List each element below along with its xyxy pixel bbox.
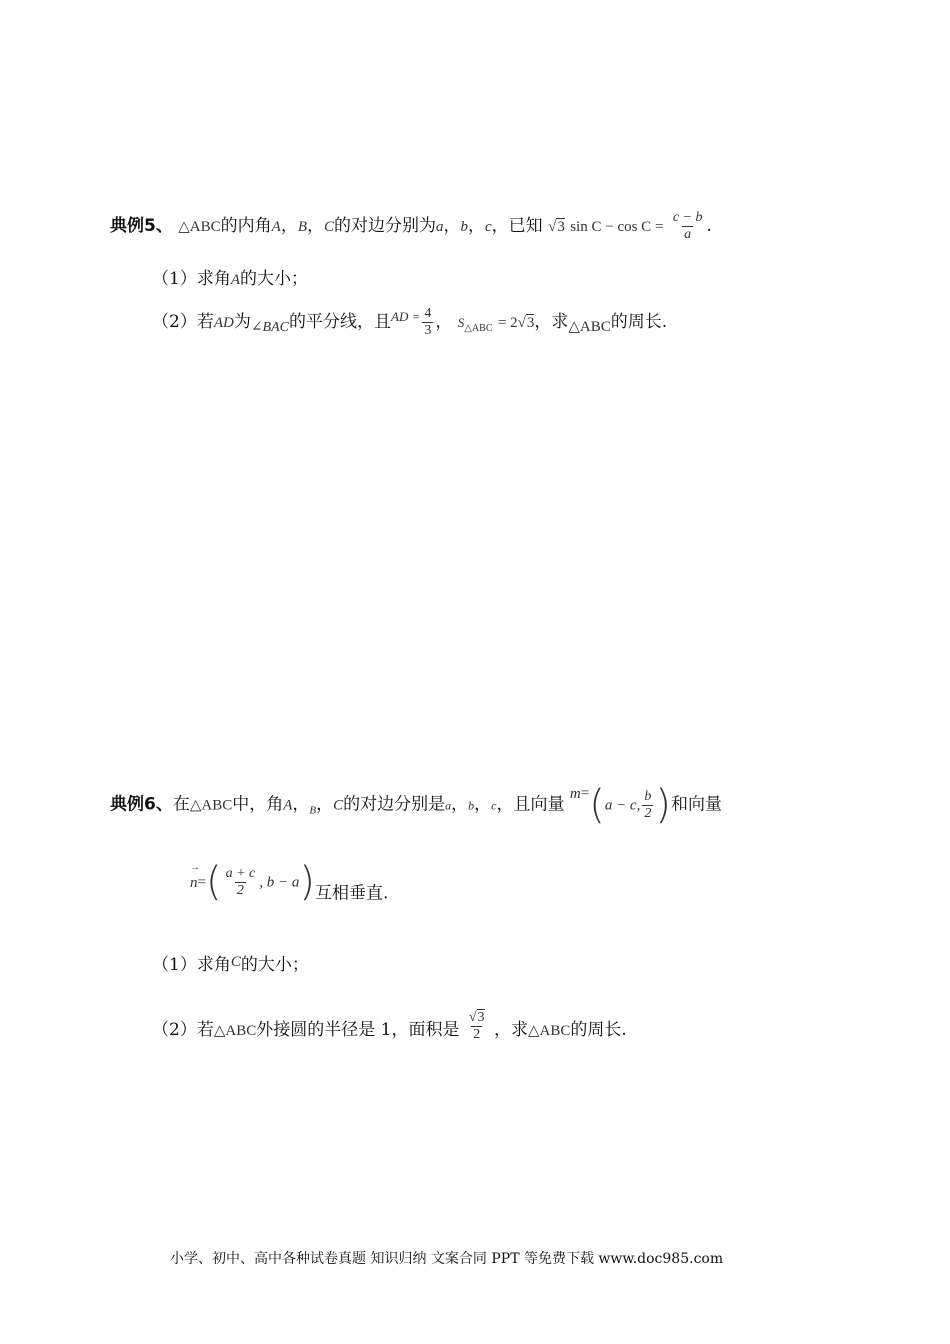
comma: ， — [451, 794, 469, 815]
vector-m-first: a − c, — [604, 797, 641, 814]
text: 的大小； — [240, 955, 309, 975]
vector-n — [190, 861, 200, 892]
numerator: c − b — [672, 210, 703, 225]
var-a-upper: A — [283, 797, 293, 814]
denominator: 2 — [236, 882, 244, 898]
right-paren: ) — [299, 859, 315, 905]
vector-n-second: , b − a — [259, 874, 300, 891]
triangle-abc: △ABC — [527, 1023, 571, 1039]
fraction-sqrt3-over-2 — [467, 1010, 487, 1043]
text: 的内角 — [220, 216, 272, 236]
var-c-upper: C — [333, 797, 344, 814]
text: 互相垂直. — [314, 883, 389, 904]
var-a: a — [436, 219, 444, 235]
equation-lhs: sin C − cos C = — [570, 219, 664, 235]
comma: ， — [468, 216, 485, 236]
fraction-c-minus-b-over-a — [671, 210, 705, 243]
left-paren: ( — [205, 859, 222, 905]
example6-question2 — [152, 1010, 627, 1043]
fraction-a-plus-c-over-2 — [224, 866, 258, 899]
sqrt3: √3 — [517, 315, 535, 331]
text: 的对边分别为 — [334, 216, 436, 236]
example5-title: 典例5、 — [110, 216, 173, 236]
triangle-abc: △ABC — [213, 1023, 257, 1039]
text: （2）若 — [152, 1020, 214, 1040]
vector-m-symbol: m — [569, 785, 581, 802]
segment-ad: AD — [213, 315, 234, 331]
var-b-upper: B — [309, 804, 317, 817]
denominator: 3 — [424, 323, 432, 338]
fraction-4-over-3 — [422, 306, 433, 339]
var-a-upper: A — [230, 272, 240, 288]
left-paren: ( — [589, 782, 605, 828]
comma: ， — [474, 794, 492, 815]
text: （1）求角 — [152, 955, 231, 975]
var-a: a — [445, 798, 452, 813]
comma: ， — [316, 794, 334, 815]
var-b: b — [460, 219, 468, 235]
radicand: 3 — [526, 315, 535, 331]
radicand: 3 — [477, 1010, 485, 1025]
var-c-upper: C — [323, 219, 334, 235]
equals: = — [580, 785, 590, 802]
fraction-b-over-2 — [642, 789, 653, 822]
triangle-abc: △ABC — [568, 319, 611, 335]
numerator: a + c — [225, 865, 256, 881]
area-symbol: S — [457, 315, 465, 330]
comma: ， — [435, 312, 453, 332]
vector-n-symbol: n — [190, 874, 198, 891]
numerator: b — [644, 788, 652, 804]
text: 的周长. — [610, 312, 668, 332]
sqrt3: √3 — [468, 1010, 485, 1025]
example6-vector-n — [190, 859, 389, 905]
example6-statement — [110, 782, 722, 828]
var-c-upper: C — [230, 954, 241, 970]
text: 的大小； — [240, 269, 308, 289]
text: 和向量 — [670, 794, 722, 815]
var-b: b — [468, 798, 475, 813]
right-paren: ) — [655, 782, 671, 828]
equals: = — [197, 874, 206, 891]
text: 的对边分别是 — [343, 794, 446, 815]
text: （2）若 — [152, 312, 214, 332]
var-b-upper: B — [297, 219, 307, 235]
text: ，且向量 — [496, 794, 565, 815]
angle-bac: ∠BAC — [250, 320, 289, 335]
example5-question2 — [152, 306, 667, 339]
var-c: c — [491, 798, 497, 813]
vector-m — [570, 786, 581, 803]
comma: ， — [280, 216, 298, 236]
text: 的平分线，且 — [289, 312, 391, 332]
text: 为 — [233, 312, 251, 332]
text: ，求 — [493, 1020, 528, 1040]
example5-question1 — [152, 264, 308, 289]
page-footer: 小学、初中、高中各种试卷真题 知识归纳 文案合同 PPT 等免费下载 www.doc985.com — [170, 1251, 724, 1267]
comma: ， — [443, 216, 461, 236]
numerator: 4 — [424, 306, 432, 321]
text: ，已知 — [491, 216, 543, 236]
example6-question1 — [152, 950, 309, 975]
example5-statement — [110, 210, 712, 243]
example6-title: 典例6、 — [110, 794, 173, 815]
denominator: 2 — [644, 805, 652, 821]
denominator: 2 — [473, 1027, 481, 1042]
denominator: a — [684, 227, 692, 242]
var-a-upper: A — [271, 219, 281, 235]
triangle-abc: △ABC — [178, 219, 221, 235]
area-equals: = 2 — [497, 315, 518, 331]
comma: ， — [306, 216, 324, 236]
area-subscript: △ABC — [464, 323, 493, 334]
comma: ， — [292, 794, 310, 815]
period: . — [706, 216, 712, 236]
text: （1）求角 — [152, 269, 231, 289]
text: 在 — [172, 794, 190, 815]
text: ，求 — [534, 312, 569, 332]
ad-equals: AD = — [391, 309, 421, 324]
sqrt3: √3 — [548, 219, 565, 235]
radicand: 3 — [557, 219, 565, 235]
var-c: c — [485, 219, 492, 235]
vector-arrow-icon: → — [190, 861, 200, 873]
triangle-abc: △ABC — [189, 797, 233, 814]
text: 外接圆的半径是 1，面积是 — [256, 1020, 460, 1040]
text: 中，角 — [232, 794, 284, 815]
text: 的周长. — [570, 1020, 627, 1040]
